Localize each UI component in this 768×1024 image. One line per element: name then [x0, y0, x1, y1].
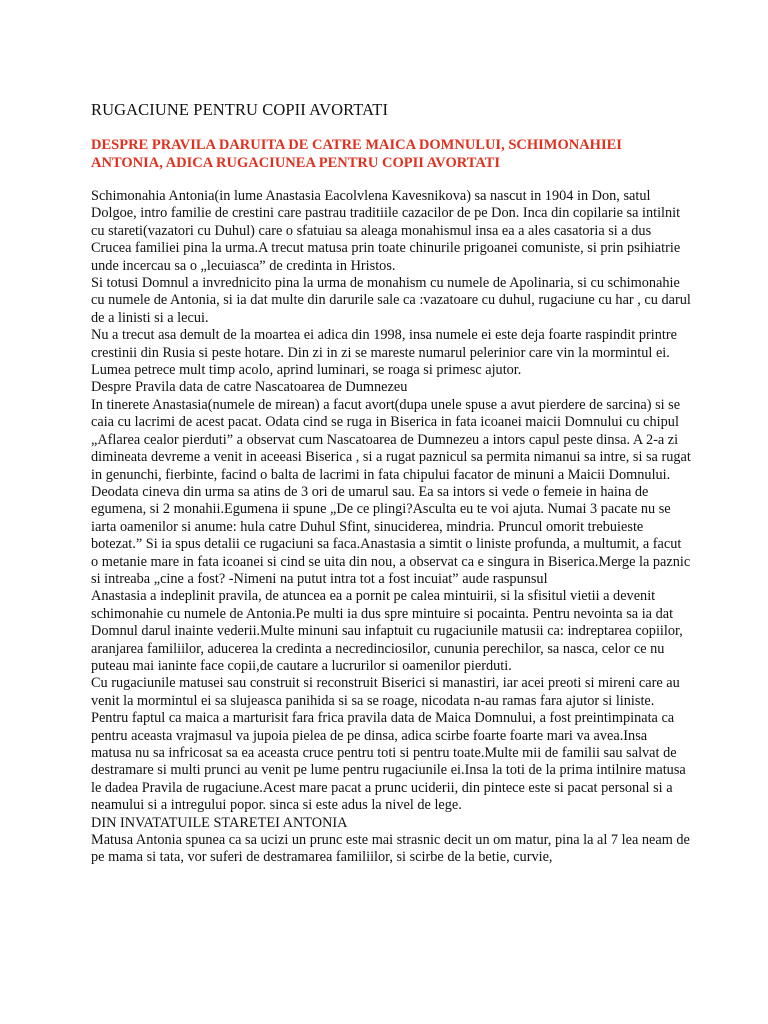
paragraph: Despre Pravila data de catre Nascatoarea de Dumnezeu	[91, 379, 408, 396]
paragraph: In tinerete Anastasia(numele de mirean) a facut avort(dupa unele spuse a avut pierdere de sarcina) si se caia cu lacrimi de acest pacat. Odata cind se ruga in Biserica in fata icoanei maicii Domnului cu chipul „Aflarea cealor pierduti” a observat cum Nascatoarea de Dumnezeu a intors capul peste dinsa. A 2-a zi dimineata devreme a venit in aceeasi Biserica , si a rugat paznicul sa permita nimanui sa intre, si sa rugat in genunchi, fierbinte, facind o balta de lacrimi in fata chipului facator de minuni a Maicii Domnului. Deodata cineva din urma sa atins de 3 ori de umarul sau. Ea sa intors si vede o femeie in haina de egumena, si 2 monahii.Egumena ii spune „De ce plingi?Asculta eu te voi ajuta. Numai 3 pacate nu se iarta oamenilor si anume: hula catre Duhul Sfint, sinuciderea, mindria. Pruncul omorit trebuieste botezat.” Si ia spus detalii ce rugaciuni sa faca.Anastasia a simtit o liniste profunda, a multumit, a facut o metanie mare in fata icoanei si cind se uita din nou, a observat ca e singura in Biserica.Merge la paznic si intreaba „cine a fost? -Nimeni na putut intra tot a fost incuiat” aude raspunsul	[91, 396, 691, 587]
paragraph: Schimonahia Antonia(in lume Anastasia Eacolvlena Kavesnikova) sa nascut in 1904 in Don, satul Dolgoe, intro familie de crestini care pastrau traditiile cazacilor de pe Don. Inca din copilarie sa intilnit cu stareti(vazatori cu Duhul) care o sfatuiau sa aleaga monahismul insa ea a ales casatoria si a dus Crucea familiei pina la urma.A trecut matusa prin toate chinurile prigoanei comuniste, si prin psihiatrie unde incercau sa o „lecuiasca” de credinta in Hristos.	[91, 188, 681, 274]
document-subtitle: DESPRE PRAVILA DARUITA DE CATRE MAICA DOMNULUI, SCHIMONAHIEI ANTONIA, ADICA RUGACIUNEA PENTRU COPII AVORTATI	[91, 137, 622, 171]
paragraph: Si totusi Domnul a invrednicito pina la urma de monahism cu numele de Apolinaria, si cu schimonahie cu numele de Antonia, si ia dat multe din darurile sale ca :vazatoare cu duhul, rugaciune cu har , cu darul de a linisti si a lecui.	[91, 275, 691, 326]
paragraph: Cu rugaciunile matusei sau construit si reconstruit Biserici si manastiri, iar acei preoti si mireni care au venit la mormintul ei sa slujeasca panihida si sa se roage, nicodata n-au ramas fara ajutor si liniste. Pentru faptul ca maica a marturisit fara frica pravila data de Maica Domnului, a fost preintimpinata ca pentru aceasta vrajmasul va jupoia pielea de pe dinsa, adica scirbe foarte foarte mari va avea.Insa matusa nu sa infricosat sa ea aceasta cruce pentru toti si pentru toate.Multe mii de familii sau salvat de destramare si multi prunci au venit pe lume pentru rugaciunile ei.Insa la toti de la prima intilnire matusa le dadea Pravila de rugaciune.Acest mare pacat a prunc uciderii, din pintece este si pacat personal si a neamului si a intregului popor. sinca si este adus la nivel de lege.	[91, 675, 686, 814]
document-title: RUGACIUNE PENTRU COPII AVORTATI	[91, 100, 389, 119]
section-heading: DIN INVATATUILE STARETEI ANTONIA	[91, 814, 348, 831]
paragraph: Nu a trecut asa demult de la moartea ei adica din 1998, insa numele ei este deja foarte raspindit printre crestinii din Rusia si peste hotare. Din zi in zi se mareste numarul pelerinior care vin la mormintul ei. Lumea petrece mult timp acolo, aprind luminari, se roaga si primesc ajutor.	[91, 327, 677, 379]
document-body	[91, 188, 691, 867]
paragraph: Matusa Antonia spunea ca sa ucizi un prunc este mai strasnic decit un om matur, pina la al 7 lea neam de pe mama si tata, vor suferi de destramarea familiilor, si scirbe de la betie, curvie,	[91, 832, 690, 866]
document-page	[91, 100, 691, 867]
paragraph: Anastasia a indeplinit pravila, de atuncea ea a pornit pe calea mintuirii, si la sfisitul vietii a devenit schimonahie cu numele de Antonia.Pe multi ia dus spre mintuire si pocainta. Pentru nevointa sa ia dat Domnul darul inainte vederii.Multe minuni sau infaptuit cu rugaciunile matusii ca: indreptarea copiilor, aranjarea familiilor, aducerea la credinta a necredinciosilor, cununia perechilor, sa nasca, celor ce nu puteau mai ianinte face copii,de cautare a lucrurilor si oamenilor pierduti.	[91, 588, 683, 674]
